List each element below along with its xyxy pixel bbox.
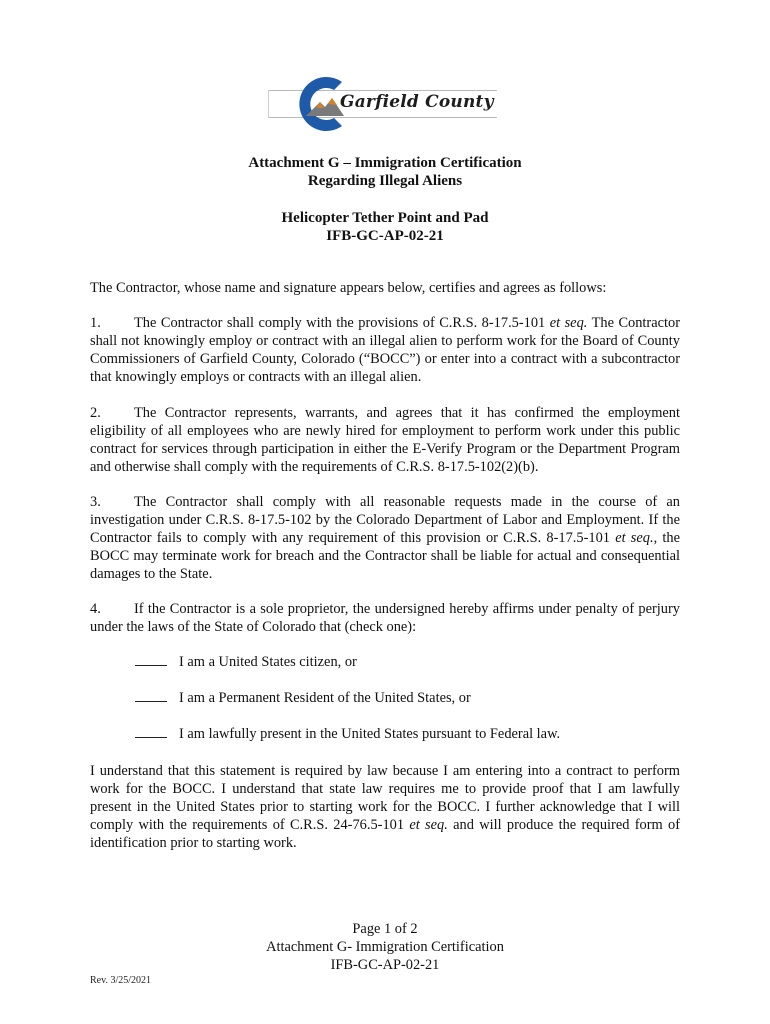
footer-attachment: Attachment G- Immigration Certification bbox=[266, 939, 504, 955]
clause-number: 2. bbox=[90, 405, 101, 421]
clause-number: 4. bbox=[90, 601, 101, 617]
clause-3 bbox=[90, 493, 680, 583]
clause-text: The Contractor shall comply with the provisions of C.R.S. 8-17.5-101 bbox=[134, 315, 550, 331]
clause-text: The Contractor shall not knowingly employ or contract with an illegal alien to perform work for the Board of County Commissioners of Garfield County, Colorado (“BOCC”) or enter into a contract with a subcontractor that knowingly employs or contracts with an illegal alien. bbox=[90, 315, 680, 385]
clause-text: The Contractor shall comply with all reasonable requests made in the course of an investigation under C.R.S. 8-17.5-102 by the Colorado Department of Labor and Employment. If the Contractor fails to comply with any requirement of this provision or C.R.S. 8-17.5-101 bbox=[90, 494, 680, 546]
intro-paragraph: The Contractor, whose name and signature appears below, certifies and agrees as follows: bbox=[90, 280, 607, 296]
page-footer bbox=[90, 920, 680, 974]
page-number: Page 1 of 2 bbox=[352, 921, 418, 937]
clause-text: If the Contractor is a sole proprietor, the undersigned hereby affirms under penalty of perjury under the laws of the State of Colorado that (check one): bbox=[90, 601, 680, 635]
clause-italic: et seq. bbox=[549, 315, 588, 331]
project-title bbox=[90, 209, 680, 245]
closing-italic: et seq. bbox=[409, 817, 448, 833]
attachment-title bbox=[90, 154, 680, 190]
check-blank[interactable] bbox=[135, 653, 167, 666]
garfield-county-logo bbox=[268, 72, 498, 136]
clause-2 bbox=[90, 404, 680, 476]
clause-number: 1. bbox=[90, 315, 101, 331]
ifb-number: IFB-GC-AP-02-21 bbox=[326, 228, 444, 244]
title-line-1: Attachment G – Immigration Certification bbox=[248, 155, 522, 171]
clause-number: 3. bbox=[90, 494, 101, 510]
clause-text: The Contractor represents, warrants, and agrees that it has confirmed the employment eligibility of all employees who are newly hired for employment to perform work under this public contract for services through participation in either the E-Verify Program or the Department Program and otherwise shall comply with the requirements of C.R.S. 8-17.5-102(2)(b). bbox=[90, 405, 680, 475]
check-blank[interactable] bbox=[135, 689, 167, 702]
closing-text: I understand that this statement is required by law because I am entering into a contract to perform work for the BOCC. I understand that state law requires me to provide proof that I am lawfully present in the United States prior to starting work for the BOCC. I further acknowledge that I will comply with the requirements of C.R.S. 24-76.5-101 bbox=[90, 763, 680, 833]
closing-paragraph bbox=[90, 762, 680, 852]
clause-italic: et seq. bbox=[615, 530, 654, 546]
title-line-2: Regarding Illegal Aliens bbox=[307, 173, 463, 189]
checkbox-option-citizen[interactable] bbox=[135, 653, 357, 671]
clause-1 bbox=[90, 314, 680, 386]
checkbox-option-permanent-resident[interactable] bbox=[135, 689, 471, 707]
revision-date: Rev. 3/25/2021 bbox=[90, 975, 152, 986]
project-name: Helicopter Tether Point and Pad bbox=[281, 210, 489, 226]
clause-4 bbox=[90, 600, 680, 636]
closing-text: and will produce the required form of identification prior to starting work. bbox=[90, 817, 680, 851]
logo-text: Garfield County bbox=[340, 92, 494, 112]
checkbox-option-lawfully-present[interactable] bbox=[135, 725, 560, 743]
check-label: I am a Permanent Resident of the United States, or bbox=[179, 690, 471, 706]
clause-text: , the BOCC may terminate work for breach and the Contractor shall be liable for actual and consequential damages to the State. bbox=[90, 530, 680, 582]
footer-ifb: IFB-GC-AP-02-21 bbox=[330, 957, 440, 973]
check-blank[interactable] bbox=[135, 725, 167, 738]
check-label: I am a United States citizen, or bbox=[179, 654, 357, 670]
check-label: I am lawfully present in the United States pursuant to Federal law. bbox=[179, 726, 561, 742]
